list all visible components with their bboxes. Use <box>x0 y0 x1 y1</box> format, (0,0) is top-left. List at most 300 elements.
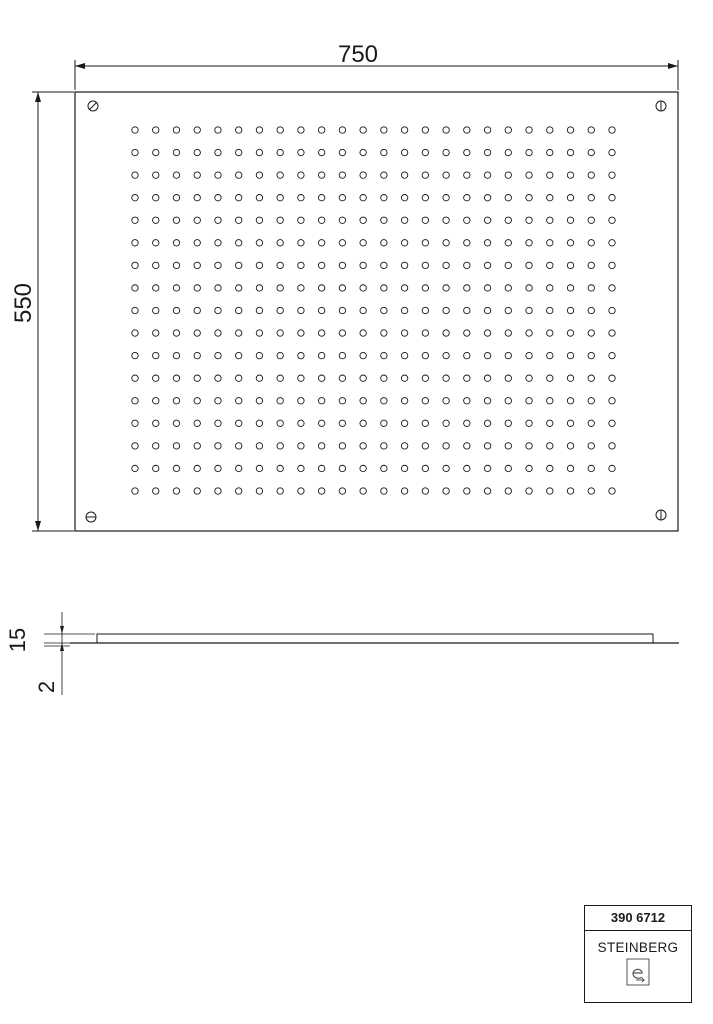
nozzle-grid <box>132 127 615 494</box>
nozzle-hole <box>547 443 553 449</box>
nozzle-hole <box>484 330 490 336</box>
nozzle-hole <box>505 352 511 358</box>
nozzle-hole <box>567 352 573 358</box>
nozzle-hole <box>381 375 387 381</box>
nozzle-hole <box>526 375 532 381</box>
nozzle-hole <box>360 443 366 449</box>
nozzle-hole <box>505 443 511 449</box>
nozzle-hole <box>215 307 221 313</box>
nozzle-hole <box>298 240 304 246</box>
nozzle-hole <box>422 262 428 268</box>
nozzle-hole <box>567 194 573 200</box>
nozzle-hole <box>547 420 553 426</box>
nozzle-hole <box>422 375 428 381</box>
nozzle-hole <box>277 398 283 404</box>
nozzle-hole <box>318 127 324 133</box>
nozzle-hole <box>422 398 428 404</box>
nozzle-hole <box>194 240 200 246</box>
plate-thickness-label: 15 <box>5 627 30 653</box>
nozzle-hole <box>381 172 387 178</box>
nozzle-hole <box>443 240 449 246</box>
nozzle-hole <box>256 194 262 200</box>
nozzle-hole <box>401 127 407 133</box>
nozzle-hole <box>173 420 179 426</box>
nozzle-hole <box>526 285 532 291</box>
nozzle-hole <box>609 307 615 313</box>
nozzle-hole <box>526 217 532 223</box>
nozzle-hole <box>153 420 159 426</box>
nozzle-hole <box>609 488 615 494</box>
nozzle-hole <box>381 262 387 268</box>
nozzle-hole <box>194 330 200 336</box>
nozzle-hole <box>360 488 366 494</box>
nozzle-hole <box>360 149 366 155</box>
nozzle-hole <box>505 375 511 381</box>
nozzle-hole <box>422 194 428 200</box>
nozzle-hole <box>443 398 449 404</box>
nozzle-hole <box>215 217 221 223</box>
nozzle-hole <box>256 307 262 313</box>
nozzle-hole <box>609 375 615 381</box>
nozzle-hole <box>277 149 283 155</box>
nozzle-hole <box>173 217 179 223</box>
nozzle-hole <box>567 465 573 471</box>
nozzle-hole <box>505 262 511 268</box>
nozzle-hole <box>443 330 449 336</box>
nozzle-hole <box>401 240 407 246</box>
nozzle-hole <box>588 443 594 449</box>
nozzle-hole <box>173 127 179 133</box>
nozzle-hole <box>153 352 159 358</box>
nozzle-hole <box>484 172 490 178</box>
nozzle-hole <box>339 375 345 381</box>
nozzle-hole <box>298 172 304 178</box>
nozzle-hole <box>236 352 242 358</box>
nozzle-hole <box>422 443 428 449</box>
nozzle-hole <box>526 194 532 200</box>
nozzle-hole <box>256 488 262 494</box>
nozzle-hole <box>339 149 345 155</box>
nozzle-hole <box>588 307 594 313</box>
nozzle-hole <box>443 375 449 381</box>
nozzle-hole <box>401 420 407 426</box>
nozzle-hole <box>381 420 387 426</box>
nozzle-hole <box>173 443 179 449</box>
nozzle-hole <box>318 307 324 313</box>
nozzle-hole <box>153 465 159 471</box>
nozzle-hole <box>609 149 615 155</box>
nozzle-hole <box>443 149 449 155</box>
nozzle-hole <box>505 488 511 494</box>
nozzle-hole <box>277 172 283 178</box>
nozzle-hole <box>401 149 407 155</box>
nozzle-hole <box>567 307 573 313</box>
nozzle-hole <box>277 375 283 381</box>
nozzle-hole <box>256 443 262 449</box>
nozzle-hole <box>547 194 553 200</box>
nozzle-hole <box>567 149 573 155</box>
nozzle-hole <box>443 194 449 200</box>
nozzle-hole <box>464 172 470 178</box>
nozzle-hole <box>401 307 407 313</box>
nozzle-hole <box>132 443 138 449</box>
nozzle-hole <box>505 194 511 200</box>
nozzle-hole <box>277 285 283 291</box>
nozzle-hole <box>153 285 159 291</box>
nozzle-hole <box>339 352 345 358</box>
nozzle-hole <box>422 127 428 133</box>
nozzle-hole <box>256 398 262 404</box>
nozzle-hole <box>339 217 345 223</box>
nozzle-hole <box>422 240 428 246</box>
nozzle-hole <box>381 217 387 223</box>
nozzle-hole <box>215 149 221 155</box>
nozzle-hole <box>339 194 345 200</box>
nozzle-hole <box>422 217 428 223</box>
nozzle-hole <box>132 420 138 426</box>
nozzle-hole <box>215 352 221 358</box>
nozzle-hole <box>153 172 159 178</box>
nozzle-hole <box>236 194 242 200</box>
nozzle-hole <box>256 217 262 223</box>
nozzle-hole <box>422 307 428 313</box>
side-view <box>5 612 679 695</box>
nozzle-hole <box>153 194 159 200</box>
nozzle-hole <box>464 488 470 494</box>
nozzle-hole <box>588 398 594 404</box>
nozzle-hole <box>132 217 138 223</box>
nozzle-hole <box>422 330 428 336</box>
nozzle-hole <box>236 307 242 313</box>
nozzle-hole <box>609 465 615 471</box>
nozzle-hole <box>132 172 138 178</box>
nozzle-hole <box>132 307 138 313</box>
nozzle-hole <box>588 420 594 426</box>
nozzle-hole <box>484 420 490 426</box>
nozzle-hole <box>609 398 615 404</box>
nozzle-hole <box>132 194 138 200</box>
nozzle-hole <box>484 375 490 381</box>
nozzle-hole <box>256 465 262 471</box>
nozzle-hole <box>422 488 428 494</box>
nozzle-hole <box>464 398 470 404</box>
nozzle-hole <box>194 488 200 494</box>
nozzle-hole <box>443 443 449 449</box>
nozzle-hole <box>401 443 407 449</box>
nozzle-hole <box>464 420 470 426</box>
nozzle-hole <box>339 330 345 336</box>
nozzle-hole <box>588 285 594 291</box>
nozzle-hole <box>277 443 283 449</box>
nozzle-hole <box>132 330 138 336</box>
nozzle-hole <box>256 330 262 336</box>
nozzle-hole <box>236 420 242 426</box>
nozzle-hole <box>173 398 179 404</box>
nozzle-hole <box>256 127 262 133</box>
nozzle-hole <box>567 240 573 246</box>
nozzle-hole <box>277 262 283 268</box>
nozzle-hole <box>318 330 324 336</box>
nozzle-hole <box>381 285 387 291</box>
nozzle-hole <box>547 285 553 291</box>
nozzle-hole <box>381 307 387 313</box>
nozzle-hole <box>339 285 345 291</box>
nozzle-hole <box>484 194 490 200</box>
nozzle-hole <box>318 217 324 223</box>
nozzle-hole <box>360 398 366 404</box>
nozzle-hole <box>194 375 200 381</box>
nozzle-hole <box>484 285 490 291</box>
nozzle-hole <box>588 262 594 268</box>
nozzle-hole <box>173 307 179 313</box>
nozzle-hole <box>132 127 138 133</box>
nozzle-hole <box>464 262 470 268</box>
nozzle-hole <box>339 465 345 471</box>
nozzle-hole <box>153 240 159 246</box>
nozzle-hole <box>153 217 159 223</box>
nozzle-hole <box>547 172 553 178</box>
nozzle-hole <box>173 330 179 336</box>
width-dimension <box>75 41 678 90</box>
nozzle-hole <box>318 443 324 449</box>
nozzle-hole <box>567 398 573 404</box>
nozzle-hole <box>443 307 449 313</box>
nozzle-hole <box>318 194 324 200</box>
nozzle-hole <box>360 307 366 313</box>
nozzle-hole <box>588 149 594 155</box>
nozzle-hole <box>173 149 179 155</box>
nozzle-hole <box>339 443 345 449</box>
nozzle-hole <box>153 262 159 268</box>
nozzle-hole <box>277 127 283 133</box>
nozzle-hole <box>215 420 221 426</box>
nozzle-hole <box>464 285 470 291</box>
nozzle-hole <box>277 465 283 471</box>
nozzle-hole <box>173 352 179 358</box>
nozzle-hole <box>277 420 283 426</box>
nozzle-hole <box>547 352 553 358</box>
nozzle-hole <box>484 240 490 246</box>
nozzle-hole <box>153 127 159 133</box>
nozzle-hole <box>236 127 242 133</box>
nozzle-hole <box>547 465 553 471</box>
nozzle-hole <box>236 217 242 223</box>
nozzle-hole <box>153 330 159 336</box>
nozzle-hole <box>381 194 387 200</box>
nozzle-hole <box>484 127 490 133</box>
nozzle-hole <box>526 443 532 449</box>
nozzle-hole <box>484 443 490 449</box>
nozzle-hole <box>588 194 594 200</box>
nozzle-hole <box>132 398 138 404</box>
nozzle-hole <box>464 443 470 449</box>
nozzle-hole <box>526 307 532 313</box>
nozzle-hole <box>526 240 532 246</box>
nozzle-hole <box>526 262 532 268</box>
nozzle-hole <box>318 172 324 178</box>
nozzle-hole <box>505 285 511 291</box>
nozzle-hole <box>567 375 573 381</box>
height-dimension-label: 550 <box>10 282 37 324</box>
nozzle-hole <box>464 127 470 133</box>
screw-top-left-icon <box>88 101 98 111</box>
nozzle-hole <box>443 465 449 471</box>
nozzle-hole <box>526 330 532 336</box>
nozzle-hole <box>298 149 304 155</box>
nozzle-hole <box>215 172 221 178</box>
nozzle-hole <box>401 398 407 404</box>
nozzle-hole <box>153 443 159 449</box>
nozzle-hole <box>526 420 532 426</box>
nozzle-hole <box>609 262 615 268</box>
nozzle-hole <box>360 217 366 223</box>
nozzle-hole <box>153 398 159 404</box>
nozzle-hole <box>567 330 573 336</box>
nozzle-hole <box>484 149 490 155</box>
nozzle-hole <box>277 488 283 494</box>
nozzle-hole <box>505 398 511 404</box>
nozzle-hole <box>339 172 345 178</box>
nozzle-hole <box>464 307 470 313</box>
nozzle-hole <box>132 285 138 291</box>
nozzle-hole <box>609 352 615 358</box>
nozzle-hole <box>526 398 532 404</box>
nozzle-hole <box>360 262 366 268</box>
nozzle-hole <box>588 488 594 494</box>
nozzle-hole <box>339 398 345 404</box>
nozzle-hole <box>256 240 262 246</box>
nozzle-hole <box>547 149 553 155</box>
nozzle-hole <box>360 375 366 381</box>
nozzle-hole <box>567 262 573 268</box>
nozzle-hole <box>464 465 470 471</box>
nozzle-hole <box>360 330 366 336</box>
nozzle-hole <box>277 330 283 336</box>
nozzle-hole <box>236 262 242 268</box>
nozzle-hole <box>505 217 511 223</box>
nozzle-hole <box>256 285 262 291</box>
nozzle-hole <box>236 330 242 336</box>
nozzle-hole <box>484 262 490 268</box>
nozzle-hole <box>526 488 532 494</box>
nozzle-hole <box>236 443 242 449</box>
screw-bottom-left-icon <box>86 512 96 522</box>
nozzle-hole <box>401 172 407 178</box>
nozzle-hole <box>547 127 553 133</box>
brand-name: STEINBERG <box>597 940 679 955</box>
nozzle-hole <box>132 488 138 494</box>
nozzle-hole <box>588 352 594 358</box>
nozzle-hole <box>194 352 200 358</box>
nozzle-hole <box>567 127 573 133</box>
nozzle-hole <box>236 488 242 494</box>
nozzle-hole <box>173 488 179 494</box>
nozzle-hole <box>422 285 428 291</box>
nozzle-hole <box>194 420 200 426</box>
nozzle-hole <box>298 330 304 336</box>
nozzle-hole <box>173 375 179 381</box>
nozzle-hole <box>173 240 179 246</box>
nozzle-hole <box>256 262 262 268</box>
nozzle-hole <box>609 240 615 246</box>
nozzle-hole <box>318 420 324 426</box>
nozzle-hole <box>318 149 324 155</box>
nozzle-hole <box>318 262 324 268</box>
nozzle-hole <box>215 375 221 381</box>
nozzle-hole <box>256 149 262 155</box>
nozzle-hole <box>215 330 221 336</box>
nozzle-hole <box>339 420 345 426</box>
steinberg-logo-icon <box>626 958 650 986</box>
nozzle-hole <box>256 420 262 426</box>
nozzle-hole <box>194 398 200 404</box>
nozzle-hole <box>505 240 511 246</box>
nozzle-hole <box>381 352 387 358</box>
nozzle-hole <box>153 149 159 155</box>
width-dimension-label: 750 <box>337 41 379 68</box>
nozzle-hole <box>298 398 304 404</box>
nozzle-hole <box>153 375 159 381</box>
nozzle-hole <box>360 194 366 200</box>
nozzle-hole <box>422 420 428 426</box>
nozzle-hole <box>318 375 324 381</box>
nozzle-hole <box>194 194 200 200</box>
nozzle-hole <box>318 488 324 494</box>
nozzle-hole <box>215 194 221 200</box>
nozzle-hole <box>173 194 179 200</box>
nozzle-hole <box>401 262 407 268</box>
nozzle-hole <box>360 352 366 358</box>
nozzle-hole <box>360 465 366 471</box>
nozzle-hole <box>464 352 470 358</box>
nozzle-hole <box>381 465 387 471</box>
nozzle-hole <box>547 398 553 404</box>
nozzle-hole <box>464 330 470 336</box>
nozzle-hole <box>547 488 553 494</box>
nozzle-hole <box>236 465 242 471</box>
title-block <box>584 905 692 1003</box>
nozzle-hole <box>277 240 283 246</box>
nozzle-hole <box>609 443 615 449</box>
nozzle-hole <box>215 465 221 471</box>
nozzle-hole <box>547 240 553 246</box>
nozzle-hole <box>236 240 242 246</box>
nozzle-hole <box>360 127 366 133</box>
nozzle-hole <box>381 149 387 155</box>
nozzle-hole <box>609 217 615 223</box>
nozzle-hole <box>443 217 449 223</box>
nozzle-hole <box>256 375 262 381</box>
nozzle-hole <box>339 240 345 246</box>
nozzle-hole <box>277 194 283 200</box>
nozzle-hole <box>484 398 490 404</box>
nozzle-hole <box>505 465 511 471</box>
nozzle-hole <box>194 465 200 471</box>
nozzle-hole <box>215 488 221 494</box>
article-number: 390 6712 <box>585 906 691 931</box>
nozzle-hole <box>298 465 304 471</box>
nozzle-hole <box>464 240 470 246</box>
nozzle-hole <box>298 352 304 358</box>
nozzle-hole <box>277 307 283 313</box>
screw-bottom-right-icon <box>656 510 666 520</box>
nozzle-hole <box>484 465 490 471</box>
nozzle-hole <box>609 330 615 336</box>
nozzle-hole <box>422 172 428 178</box>
nozzle-hole <box>422 352 428 358</box>
nozzle-hole <box>215 240 221 246</box>
nozzle-hole <box>567 443 573 449</box>
